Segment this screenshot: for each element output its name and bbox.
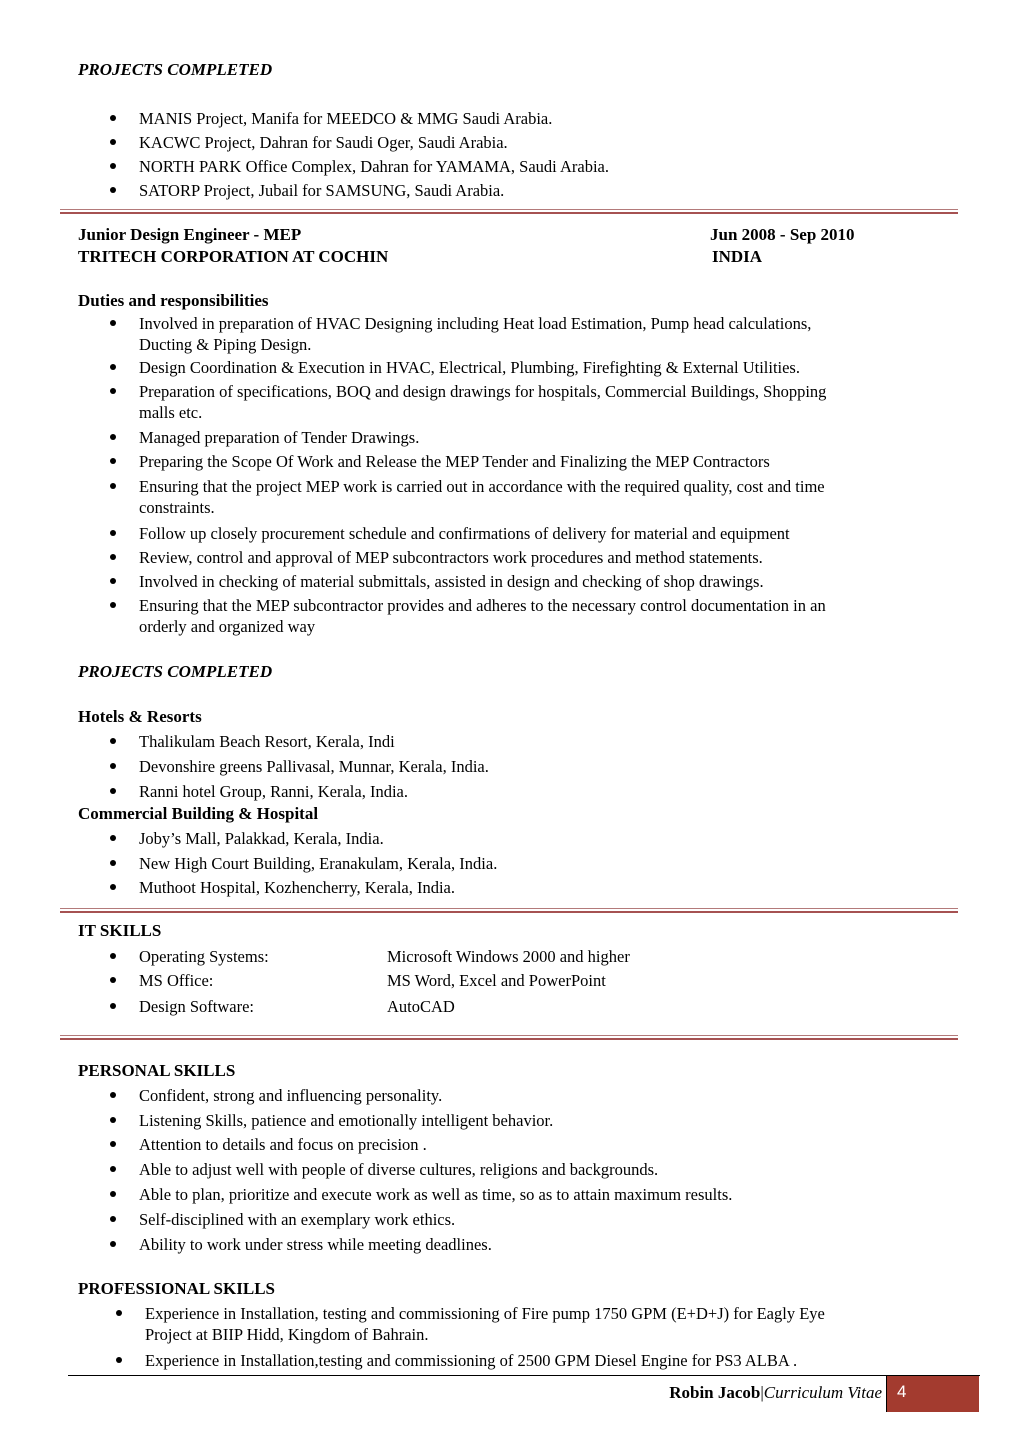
- list-item: Review, control and approval of MEP subcontractors work procedures and method statements.: [110, 547, 826, 571]
- footer-rule: [68, 1375, 980, 1376]
- list-item: Experience in Installation,testing and commissioning of 2500 GPM Diesel Engine for PS3 ALBA .: [116, 1350, 825, 1374]
- hotels-list: [110, 731, 489, 805]
- section-divider: [60, 1035, 958, 1041]
- list-item: Confident, strong and influencing personality.: [110, 1085, 732, 1110]
- page-number: 4: [897, 1382, 907, 1401]
- list-item: KACWC Project, Dahran for Saudi Oger, Saudi Arabia.: [110, 132, 609, 156]
- duties-list: [110, 313, 826, 639]
- list-item: Preparing the Scope Of Work and Release the MEP Tender and Finalizing the MEP Contractors: [110, 451, 826, 476]
- it-skills-list: [110, 946, 630, 1020]
- list-item: Ensuring that the project MEP work is carried out in accordance with the required quality, cost and time constraints.: [110, 476, 826, 523]
- list-item: Design Coordination & Execution in HVAC, Electrical, Plumbing, Firefighting & External Utilities.: [110, 357, 826, 381]
- section-divider: [60, 209, 958, 215]
- list-item: Ranni hotel Group, Ranni, Kerala, India.: [110, 781, 489, 805]
- footer-separator: |: [760, 1383, 764, 1402]
- hotels-heading: Hotels & Resorts: [78, 707, 202, 726]
- commercial-list: [110, 828, 497, 901]
- page-number-box: [886, 1376, 979, 1412]
- list-item: Devonshire greens Pallivasal, Munnar, Kerala, India.: [110, 756, 489, 781]
- list-item: New High Court Building, Eranakulam, Kerala, India.: [110, 853, 497, 877]
- list-item: SATORP Project, Jubail for SAMSUNG, Saudi Arabia.: [110, 180, 609, 204]
- list-item: Design Software: AutoCAD: [110, 996, 630, 1020]
- professional-skills-list: [116, 1303, 825, 1374]
- list-item: Preparation of specifications, BOQ and design drawings for hospitals, Commercial Buildings, Shopping malls etc.: [110, 381, 826, 427]
- professional-skills-heading: PROFESSIONAL SKILLS: [78, 1279, 275, 1298]
- company-country: INDIA: [712, 247, 763, 266]
- commercial-heading: Commercial Building & Hospital: [78, 804, 319, 823]
- footer-label: [669, 1383, 882, 1403]
- projects-list: [110, 108, 609, 204]
- list-item: Muthoot Hospital, Kozhencherry, Kerala, India.: [110, 877, 497, 901]
- personal-skills-list: [110, 1085, 732, 1258]
- list-item: Thalikulam Beach Resort, Kerala, Indi: [110, 731, 489, 756]
- footer-name: Robin Jacob: [669, 1383, 761, 1402]
- list-item: Able to plan, prioritize and execute work as well as time, so as to attain maximum results.: [110, 1184, 732, 1209]
- projects-heading: PROJECTS COMPLETED: [78, 60, 273, 79]
- projects-heading: PROJECTS COMPLETED: [78, 662, 273, 681]
- list-item: MS Office: MS Word, Excel and PowerPoint: [110, 970, 630, 996]
- job-dates: Jun 2008 - Sep 2010: [710, 225, 855, 244]
- list-item: Operating Systems: Microsoft Windows 2000 and higher: [110, 946, 630, 970]
- list-item: Able to adjust well with people of diverse cultures, religions and backgrounds.: [110, 1159, 732, 1184]
- section-divider: [60, 908, 958, 914]
- personal-skills-heading: PERSONAL SKILLS: [78, 1061, 236, 1080]
- list-item: Involved in preparation of HVAC Designing including Heat load Estimation, Pump head calculations, Ducting & Piping Design.: [110, 313, 826, 357]
- list-item: Experience in Installation, testing and commissioning of Fire pump 1750 GPM (E+D+J) for Eagly Eye Project at BIIP Hidd, Kingdom of Bahrain.: [116, 1303, 825, 1350]
- list-item: Managed preparation of Tender Drawings.: [110, 427, 826, 451]
- list-item: Follow up closely procurement schedule and confirmations of delivery for material and equipment: [110, 523, 826, 547]
- job-title: Junior Design Engineer - MEP: [78, 225, 302, 244]
- list-item: Listening Skills, patience and emotionally intelligent behavior.: [110, 1110, 732, 1134]
- list-item: Involved in checking of material submittals, assisted in design and checking of shop drawings.: [110, 571, 826, 595]
- list-item: MANIS Project, Manifa for MEEDCO & MMG Saudi Arabia.: [110, 108, 609, 132]
- company-name: TRITECH CORPORATION AT COCHIN: [78, 247, 389, 266]
- footer-doc-title: Curriculum Vitae: [763, 1383, 882, 1402]
- list-item: Self-disciplined with an exemplary work ethics.: [110, 1209, 732, 1234]
- list-item: Ability to work under stress while meeting deadlines.: [110, 1234, 732, 1258]
- duties-heading: Duties and responsibilities: [78, 291, 269, 310]
- list-item: Attention to details and focus on precision .: [110, 1134, 732, 1159]
- list-item: Ensuring that the MEP subcontractor provides and adheres to the necessary control documentation in an orderly and organized way: [110, 595, 826, 639]
- list-item: Joby’s Mall, Palakkad, Kerala, India.: [110, 828, 497, 853]
- list-item: NORTH PARK Office Complex, Dahran for YAMAMA, Saudi Arabia.: [110, 156, 609, 180]
- it-skills-heading: IT SKILLS: [78, 921, 162, 940]
